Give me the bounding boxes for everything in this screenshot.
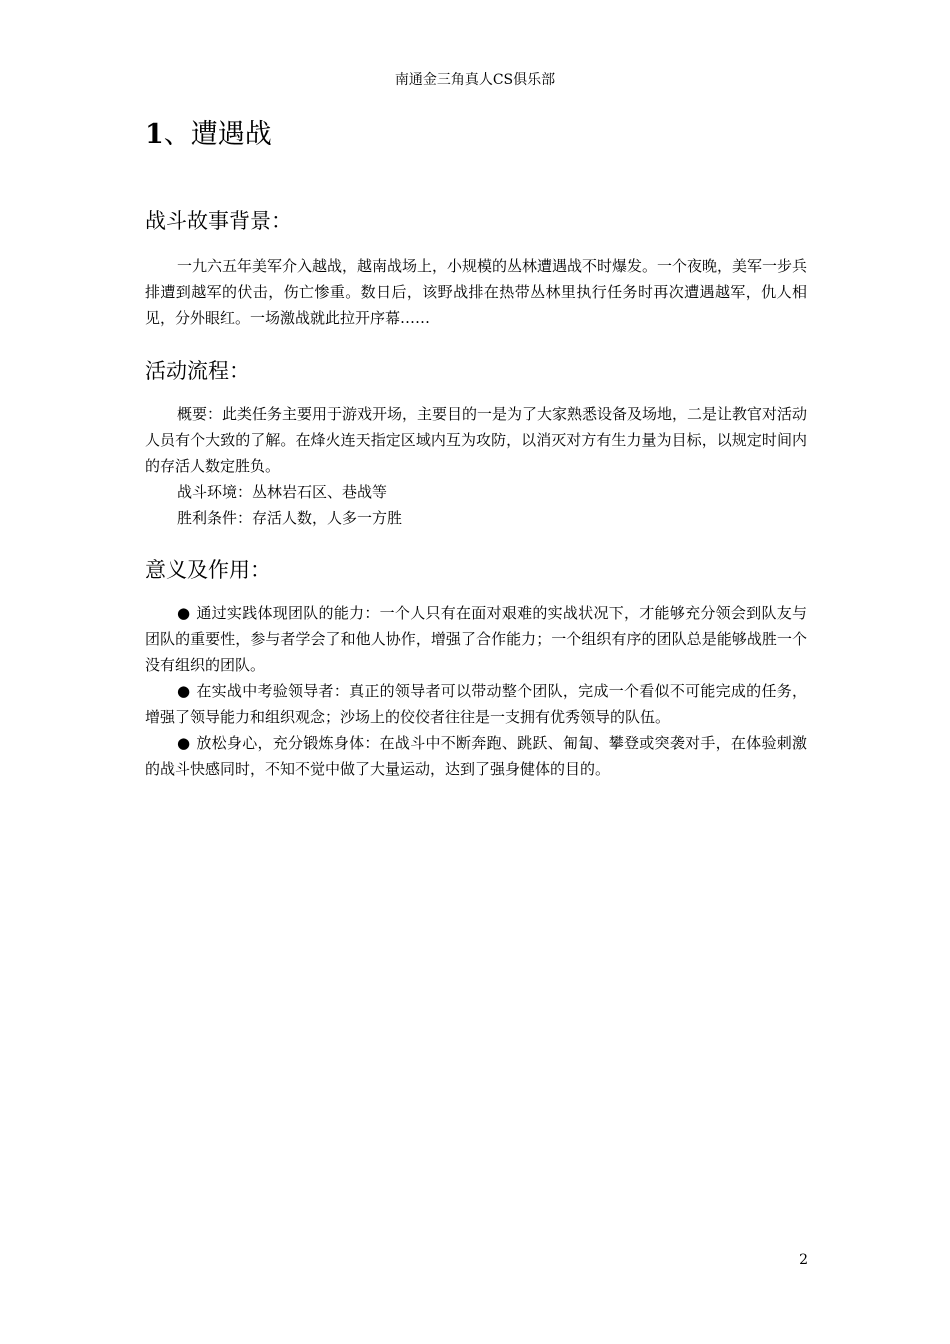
- process-victory-condition: 胜利条件：存活人数，人多一方胜: [177, 509, 403, 527]
- process-section: [145, 401, 807, 531]
- bullet-icon: ●: [177, 734, 191, 752]
- background-heading: 战斗故事背景：: [145, 209, 292, 233]
- meaning-item: [145, 678, 807, 730]
- meaning-item: [145, 730, 807, 782]
- page-header: 南通金三角真人CS俱乐部: [394, 72, 556, 88]
- section-title-text: 、遭遇战: [163, 119, 272, 150]
- section-number: 1: [145, 119, 164, 150]
- page-number: 2: [799, 1252, 808, 1268]
- meaning-item-text: 在实战中考验领导者：真正的领导者可以带动整个团队，完成一个看似不可能完成的任务，增强了领导能力和组织观念；沙场上的佼佼者往往是一支拥有优秀领导的队伍。: [145, 682, 807, 726]
- meaning-item-text: 通过实践体现团队的能力：一个人只有在面对艰难的实战状况下，才能够充分领会到队友与团队的重要性，参与者学会了和他人协作，增强了合作能力；一个组织有序的团队总是能够战胜一个没有组织的团队。: [145, 604, 807, 674]
- section-title: [145, 118, 272, 152]
- background-section: [145, 253, 807, 331]
- process-overview: 概要：此类任务主要用于游戏开场，主要目的一是为了大家熟悉设备及场地，二是让教官对活动人员有个大致的了解。在烽火连天指定区域内互为攻防，以消灭对方有生力量为目标，以规定时间内的存活人数定胜负。: [145, 405, 808, 475]
- meaning-heading: 意义及作用：: [145, 558, 271, 582]
- bullet-icon: ●: [177, 682, 191, 700]
- background-paragraph: 一九六五年美军介入越战，越南战场上，小规模的丛林遭遇战不时爆发。一个夜晚，美军一步兵排遭到越军的伏击，伤亡惨重。数日后，该野战排在热带丛林里执行任务时再次遭遇越军，仇人相见，分外眼红。一场激战就此拉开序幕……: [145, 257, 808, 327]
- meaning-item-text: 放松身心，充分锻炼身体：在战斗中不断奔跑、跳跃、匍匐、攀登或突袭对手，在体验刺激的战斗快感同时，不知不觉中做了大量运动，达到了强身健体的目的。: [145, 734, 807, 778]
- meaning-section: [145, 600, 807, 782]
- process-heading: 活动流程：: [145, 359, 250, 383]
- bullet-icon: ●: [177, 604, 191, 622]
- meaning-item: [145, 600, 807, 678]
- process-environment: 战斗环境：丛林岩石区、巷战等: [177, 483, 388, 501]
